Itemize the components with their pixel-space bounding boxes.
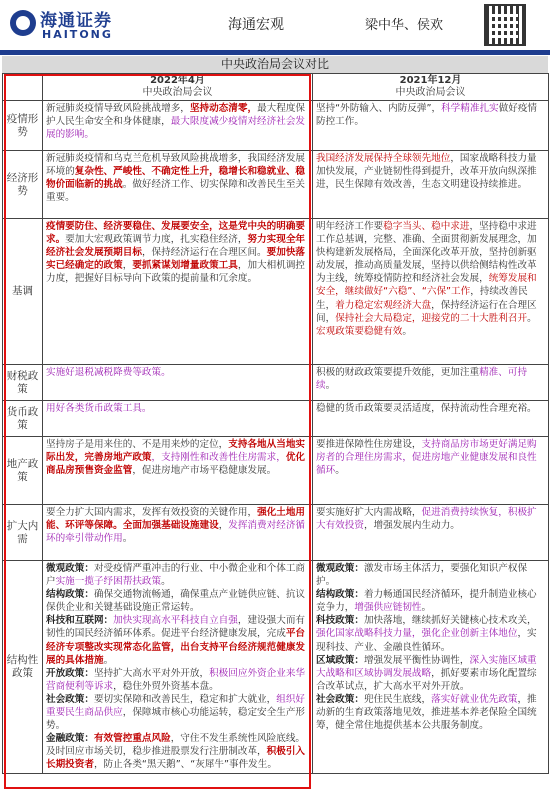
policy-item [46,693,309,732]
report-header [0,0,550,50]
text-hl: 优化商品房预售资金监管 [46,452,306,477]
haitong-logo [10,6,150,44]
text-hl: ，支持刚性和改善性住房需求， [151,452,286,464]
text: ，增强发展内生动力。 [363,520,460,532]
text: 要切实保障和改善民生，稳定和扩大就业， [93,693,277,705]
haitong-emblem-icon [10,10,36,36]
text: 做好疫情防控工作。 [316,103,538,128]
cell-monetary-2022 [43,401,313,437]
text: 。 [103,654,114,666]
policy-item [46,588,309,614]
text: ，加大相机调控力度，把握好目标导向下政策的提前量和冗余度。 [46,260,306,285]
text: 对受疫情严重冲击的行业、中小微企业和个体工商户 [46,563,306,588]
policy-item [316,693,545,732]
col-2021-date: 2021年12月 [399,75,462,86]
row-head-epidemic: 疫情形势 [3,101,43,151]
text: 要推进保障性住房建设， [316,439,422,450]
cell-demand-2021 [313,505,549,561]
cell-fiscal-2021 [313,365,549,401]
text: ，稳住外贸外资基本盘。 [113,680,219,692]
col-header-2021 [313,74,549,101]
text-hl: 要加快落实已经确定的政策 [46,247,306,272]
text-hl: 复杂性、严峻性、不确定性上升，稳增长和稳就业、稳物价面临新的挑战 [46,166,306,191]
text-hl: 着力稳定宏观经济大盘 [335,299,432,311]
text-hl: 组织好重要民生商品供应 [46,693,306,719]
policy-item [46,614,309,666]
policy-item [46,562,309,588]
text: ，抓好要素市场化配置综合改革试点，扩大高水平对外开放。 [316,667,537,692]
cell-demand-2022 [43,505,313,561]
header-divider [0,50,550,55]
text: 新冠肺炎疫情和乌克兰危机导致风险挑战增多，我国经济发展环境的 [46,153,306,178]
text: ，推动新的生育政策落地见效，推进基本养老保险全国统筹，健全常住地提供基本公共服务制度。 [316,693,537,732]
row-head-structural: 结构性政策 [3,561,43,774]
comparison-table [2,73,549,774]
policy-key: 社会政策： [316,693,364,705]
cell-epidemic-2022 [43,101,313,151]
text: ，守住不发生系统性风险底线。及时回应市场关切，稳步推进股票发行注册制改革， [46,733,306,758]
policy-key: 科技和互联网： [46,615,114,627]
text: 新冠肺炎疫情导致风险挑战增多， [46,103,190,114]
text-hl: 保持社会大局稳定，迎接党的二十大胜利召开 [335,312,528,324]
report-authors: 梁中华、侯欢 [365,18,444,33]
cell-economy-2021 [313,151,549,219]
text-hl: 统筹发展和安全，继续做好“六稳”、“六保”工作 [316,273,537,298]
logo-english-text: HAITONG [42,28,113,41]
table-row [3,365,549,401]
text-hl: 实施一揽子纾困帮扶政策 [55,576,162,588]
row-head-economy: 经济形势 [3,151,43,219]
table-title: 中央政治局会议对比 [2,56,548,73]
table-row [3,401,549,437]
text: 。 [122,533,133,545]
text: ，防止各类“黑天鹅”、“灰犀牛”事件发生。 [93,759,277,771]
table-row [3,437,549,505]
policy-key: 科技政策： [316,615,364,627]
text-hl: 强化土地用能、环评等保障。全面加强基础设施建设 [46,507,306,532]
col-2022-name: 中央政治局会议 [142,87,213,98]
row-head-fiscal: 财税政策 [3,365,43,401]
policy-item [316,654,545,693]
text: 坚持房子是用来住的、不是用来炒的定位， [46,439,229,450]
policy-item [316,562,545,588]
text: 激发市场主体活力，要强化知识产权保护。 [316,563,528,588]
policy-key: 社会政策： [46,693,94,705]
text-hl: 促进消费持续恢复，积极扩大有效投资 [316,507,537,532]
table-row [3,101,549,151]
text-hl: 努力实现全年经济社会发展预期目标 [46,234,306,259]
text-hl: 发挥消费对经济循环的牵引带动作用 [46,520,306,545]
text: 最大程度保护人民生命安全和身体健康， [46,103,306,128]
policy-item [316,588,545,614]
text-hl: 积极回应外资企业来华营商便利等诉求 [46,667,306,692]
text-hl: 要抓紧谋划增量政策工具 [132,260,238,272]
text-hl: 疫情要防住、经济要稳住、发展要安全，这是党中央的明确要求。 [46,221,306,246]
cell-keynote-2022 [43,219,313,365]
text: ， [122,260,133,272]
text: 要实施好扩大内需战略， [316,507,422,518]
cell-property-2022 [43,437,313,505]
text-hl: 支持各地从当地实际出发，完善房地产政策 [46,439,306,464]
text: ，保持经济运行在合理区间。 [141,247,267,259]
table-header-row [3,74,549,101]
text: 。 [335,465,345,477]
policy-key: 微观政策： [46,563,94,574]
text: ，实现科技、产业、金融良性循环。 [316,628,537,653]
text-hl: 有效管控重点风险 [93,733,171,745]
text: 明年经济工作要 [316,221,384,232]
text-hl: 最大限度减少疫情对经济社会发展的影响。 [46,116,306,141]
text-hl: 支持商品房市场更好满足购房者的合理住房需求，促进房地产业健康发展和良性循环 [316,439,537,477]
text: 稳健的货币政策要灵活适度，保持流动性合理充裕。 [316,403,537,414]
text: 加快落地，继续抓好关键核心技术攻关， [363,615,537,627]
text: 。 [421,602,432,614]
cell-economy-2022 [43,151,313,219]
text: ，保障城市核心功能运转，稳定安全生产形势。 [46,707,306,732]
text: ， [218,520,229,532]
row-head-monetary: 货币政策 [3,401,43,437]
policy-key: 开放政策： [46,667,94,679]
col-2022-date: 2022年4月 [150,75,205,86]
text: 着力畅通国民经济循环，提升制造业核心竞争力， [316,589,537,614]
row-head-keynote: 基调 [3,219,43,365]
text: 兜住民生底线， [363,693,432,705]
text: 。 [527,312,537,324]
text: 。 [161,576,171,588]
col-2021-name: 中央政治局会议 [395,87,466,98]
text-hl: 稳字当头、稳中求进 [383,221,470,232]
cell-structural-2022 [43,561,313,774]
policy-item [46,667,309,693]
text: ，促进房地产市场平稳健康发展。 [132,465,277,477]
text-hl: 增强供应链韧性 [354,602,422,614]
text: 要全力扩大国内需求，发挥有效投资的关键作用， [46,507,258,518]
text-hl: 落实好就业优先政策 [431,693,518,705]
text: 确保交通物流畅通，确保重点产业链供应链、抗议保供企业和关键基础设施正常运转。 [46,589,306,614]
text-hl: 深入实施区域重大战略和区域协调发展战略 [316,654,537,679]
table-row [3,151,549,219]
logo-chinese-text: 海通证券 [40,11,112,31]
cell-structural-2021 [313,561,549,774]
policy-key: 微观政策： [316,563,364,574]
cell-epidemic-2021 [313,101,549,151]
text-hl: 宏观政策要稳健有效 [316,325,403,337]
text: ，国家战略科技力量加快发展，产业链韧性得到提升，改革开放向纵深推进，民生保障有效改善，生态文明建设持续推进。 [316,153,537,191]
text-hl: 积极引入长期投资者 [46,746,306,771]
text: ，保持经济运行在合理区间， [316,299,537,324]
text: 坚持“外防输入、内防反弹”， [316,103,442,114]
text-hl: 用好各类货币政策工具。 [46,403,152,414]
report-title: 海通宏观 [228,17,284,33]
text-hl: 强化国家战略科技力量，强化企业创新主体地位 [316,628,518,640]
cell-keynote-2021 [313,219,549,365]
text-hl: 科学精准扎实 [441,103,499,114]
corner-cell [3,74,43,101]
text-hl: 精准、可持续 [316,367,528,392]
text: 增强发展平衡性协调性， [363,654,470,666]
text-hl: 坚持动态清零， [189,103,258,114]
policy-key: 金融政策： [46,733,94,745]
col-header-2022 [43,74,313,101]
policy-key: 区域政策： [316,654,364,666]
cell-fiscal-2022 [43,365,313,401]
text-hl: 平台经济专项整改实现常态化监管，出台支持平台经济规范健康发展的具体措施 [46,628,306,666]
text-hl: 实施好退税减税降费等政策。 [46,367,171,378]
text: 要加大宏观政策调节力度，扎实稳住经济， [65,234,248,246]
row-head-demand: 扩大内需 [3,505,43,561]
table-row [3,505,549,561]
policy-key: 结构政策： [46,589,94,601]
policy-item [316,614,545,653]
text-hl: 我国经济发展保持全球领先地位 [316,153,451,164]
text: ，坚持稳中求进工作总基调，完整、准确、全面贯彻新发展理念，加快构建新发展格局，全面深化改革开放，坚持创新驱动发展，推动高质量发展，坚持以供给侧结构性改革为主线，统筹疫情防控和经济社会发展， [316,221,537,285]
text-hl: 加快实现高水平科技自立自强 [113,615,238,627]
row-head-property: 地产政策 [3,437,43,505]
cell-monetary-2021 [313,401,549,437]
text: ，建设强大而有韧性的国民经济循环体系。促进平台经济健康发展，完成 [46,615,306,640]
text: 积极的财政政策要提升效能，更加注重 [316,367,480,378]
policy-key: 结构政策： [316,589,364,601]
text: 。 [402,325,412,337]
text: 。做好经济工作、切实保障和改善民生至关重要。 [46,179,306,204]
text: ，持续改善民生， [316,286,528,311]
policy-item [46,732,309,771]
qr-code-icon [484,4,526,46]
table-row [3,219,549,365]
cell-property-2021 [313,437,549,505]
table-row [3,561,549,774]
text: 。 [325,380,336,392]
text: 坚持扩大高水平对外开放， [93,667,210,679]
